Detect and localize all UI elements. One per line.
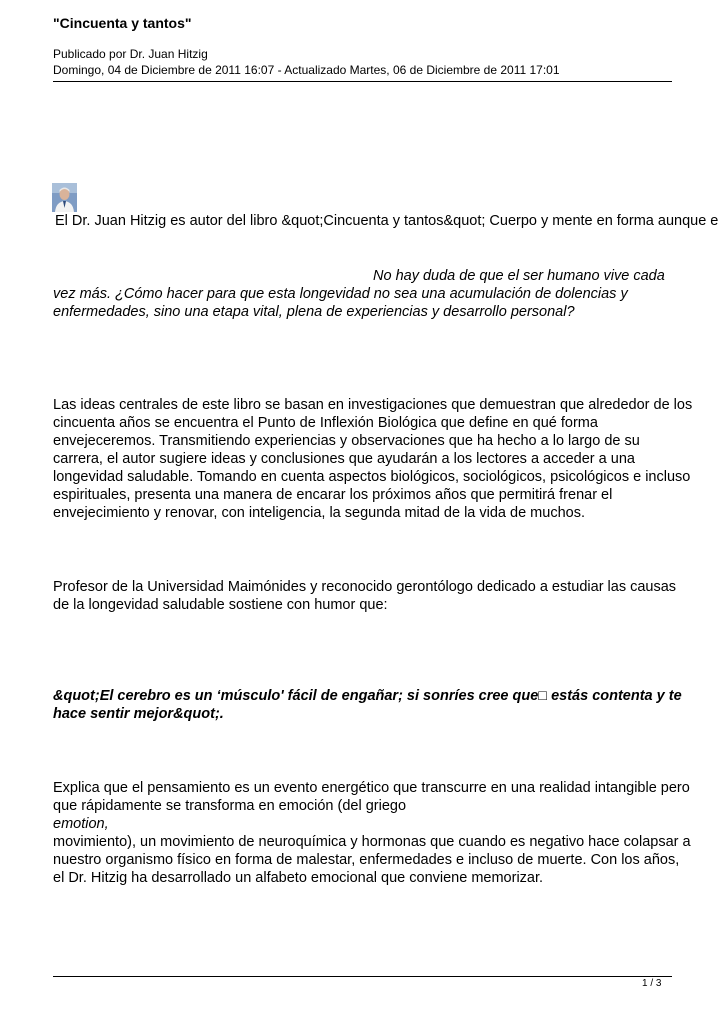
author-line: Publicado por Dr. Juan Hitzig bbox=[53, 47, 208, 61]
quote-continuation: vez más. ¿Cómo hacer para que esta longevidad no sea una acumulación de dolencias y enfermedades, sino una etapa vital, plena de experiencias y desarrollo personal? bbox=[53, 286, 628, 320]
body-paragraph-3 bbox=[53, 779, 693, 887]
page-number: 1 / 3 bbox=[642, 978, 662, 989]
quote-first-line: No hay duda de que el ser humano vive cada bbox=[373, 268, 665, 284]
highlight-quote: &quot;El cerebro es un ‘músculo' fácil de engañar; si sonríes cree que□ estás contenta y te hace sentir mejor&quot;. bbox=[53, 688, 682, 722]
date-line: Domingo, 04 de Diciembre de 2011 16:07 - Actualizado Martes, 06 de Diciembre de 2011 17:01 bbox=[53, 63, 560, 77]
intro-line: El Dr. Juan Hitzig es autor del libro &quot;Cincuenta y tantos&quot; Cuerpo y mente en forma aunque e bbox=[55, 213, 719, 229]
paragraph-3-emphasis: emotion, bbox=[53, 816, 109, 832]
page-title: "Cincuenta y tantos" bbox=[53, 15, 192, 31]
quote-paragraph bbox=[53, 267, 693, 321]
body-paragraph-1: Las ideas centrales de este libro se basan en investigaciones que demuestran que alrededor de los cincuenta años se encuentra el Punto de Inflexión Biológica que define en qué forma envejeceremos. Transmitiendo experiencias y observaciones que ha hecho a lo largo de su carrera, el autor sugiere ideas y conclusiones que ayudarán a los lectores a acceder a una longevidad saludable. Tomando en cuenta aspectos biológicos, sociológicos, psicológicos e incluso espirituales, presenta una manera de encarar los próximos años que permitirá frenar el envejecimiento y renovar, con inteligencia, la segunda mitad de la vida de muchos. bbox=[53, 397, 693, 521]
paragraph-3-part-b: movimiento), un movimiento de neuroquímica y hormonas que cuando es negativo hace colapsar a nuestro organismo físico en forma de malestar, enfermedades e incluso de muerte. Con los años, el Dr. Hitzig ha desarrollado un alfabeto emocional que conviene memorizar. bbox=[53, 834, 691, 886]
header-divider bbox=[53, 81, 672, 82]
footer-divider bbox=[53, 976, 672, 977]
body-paragraph-2: Profesor de la Universidad Maimónides y reconocido gerontólogo dedicado a estudiar las causas de la longevidad saludable sostiene con humor que: bbox=[53, 579, 677, 613]
author-photo bbox=[52, 183, 77, 212]
paragraph-3-part-a: Explica que el pensamiento es un evento energético que transcurre en una realidad intangible pero que rápidamente se transforma en emoción (del griego bbox=[53, 780, 690, 814]
